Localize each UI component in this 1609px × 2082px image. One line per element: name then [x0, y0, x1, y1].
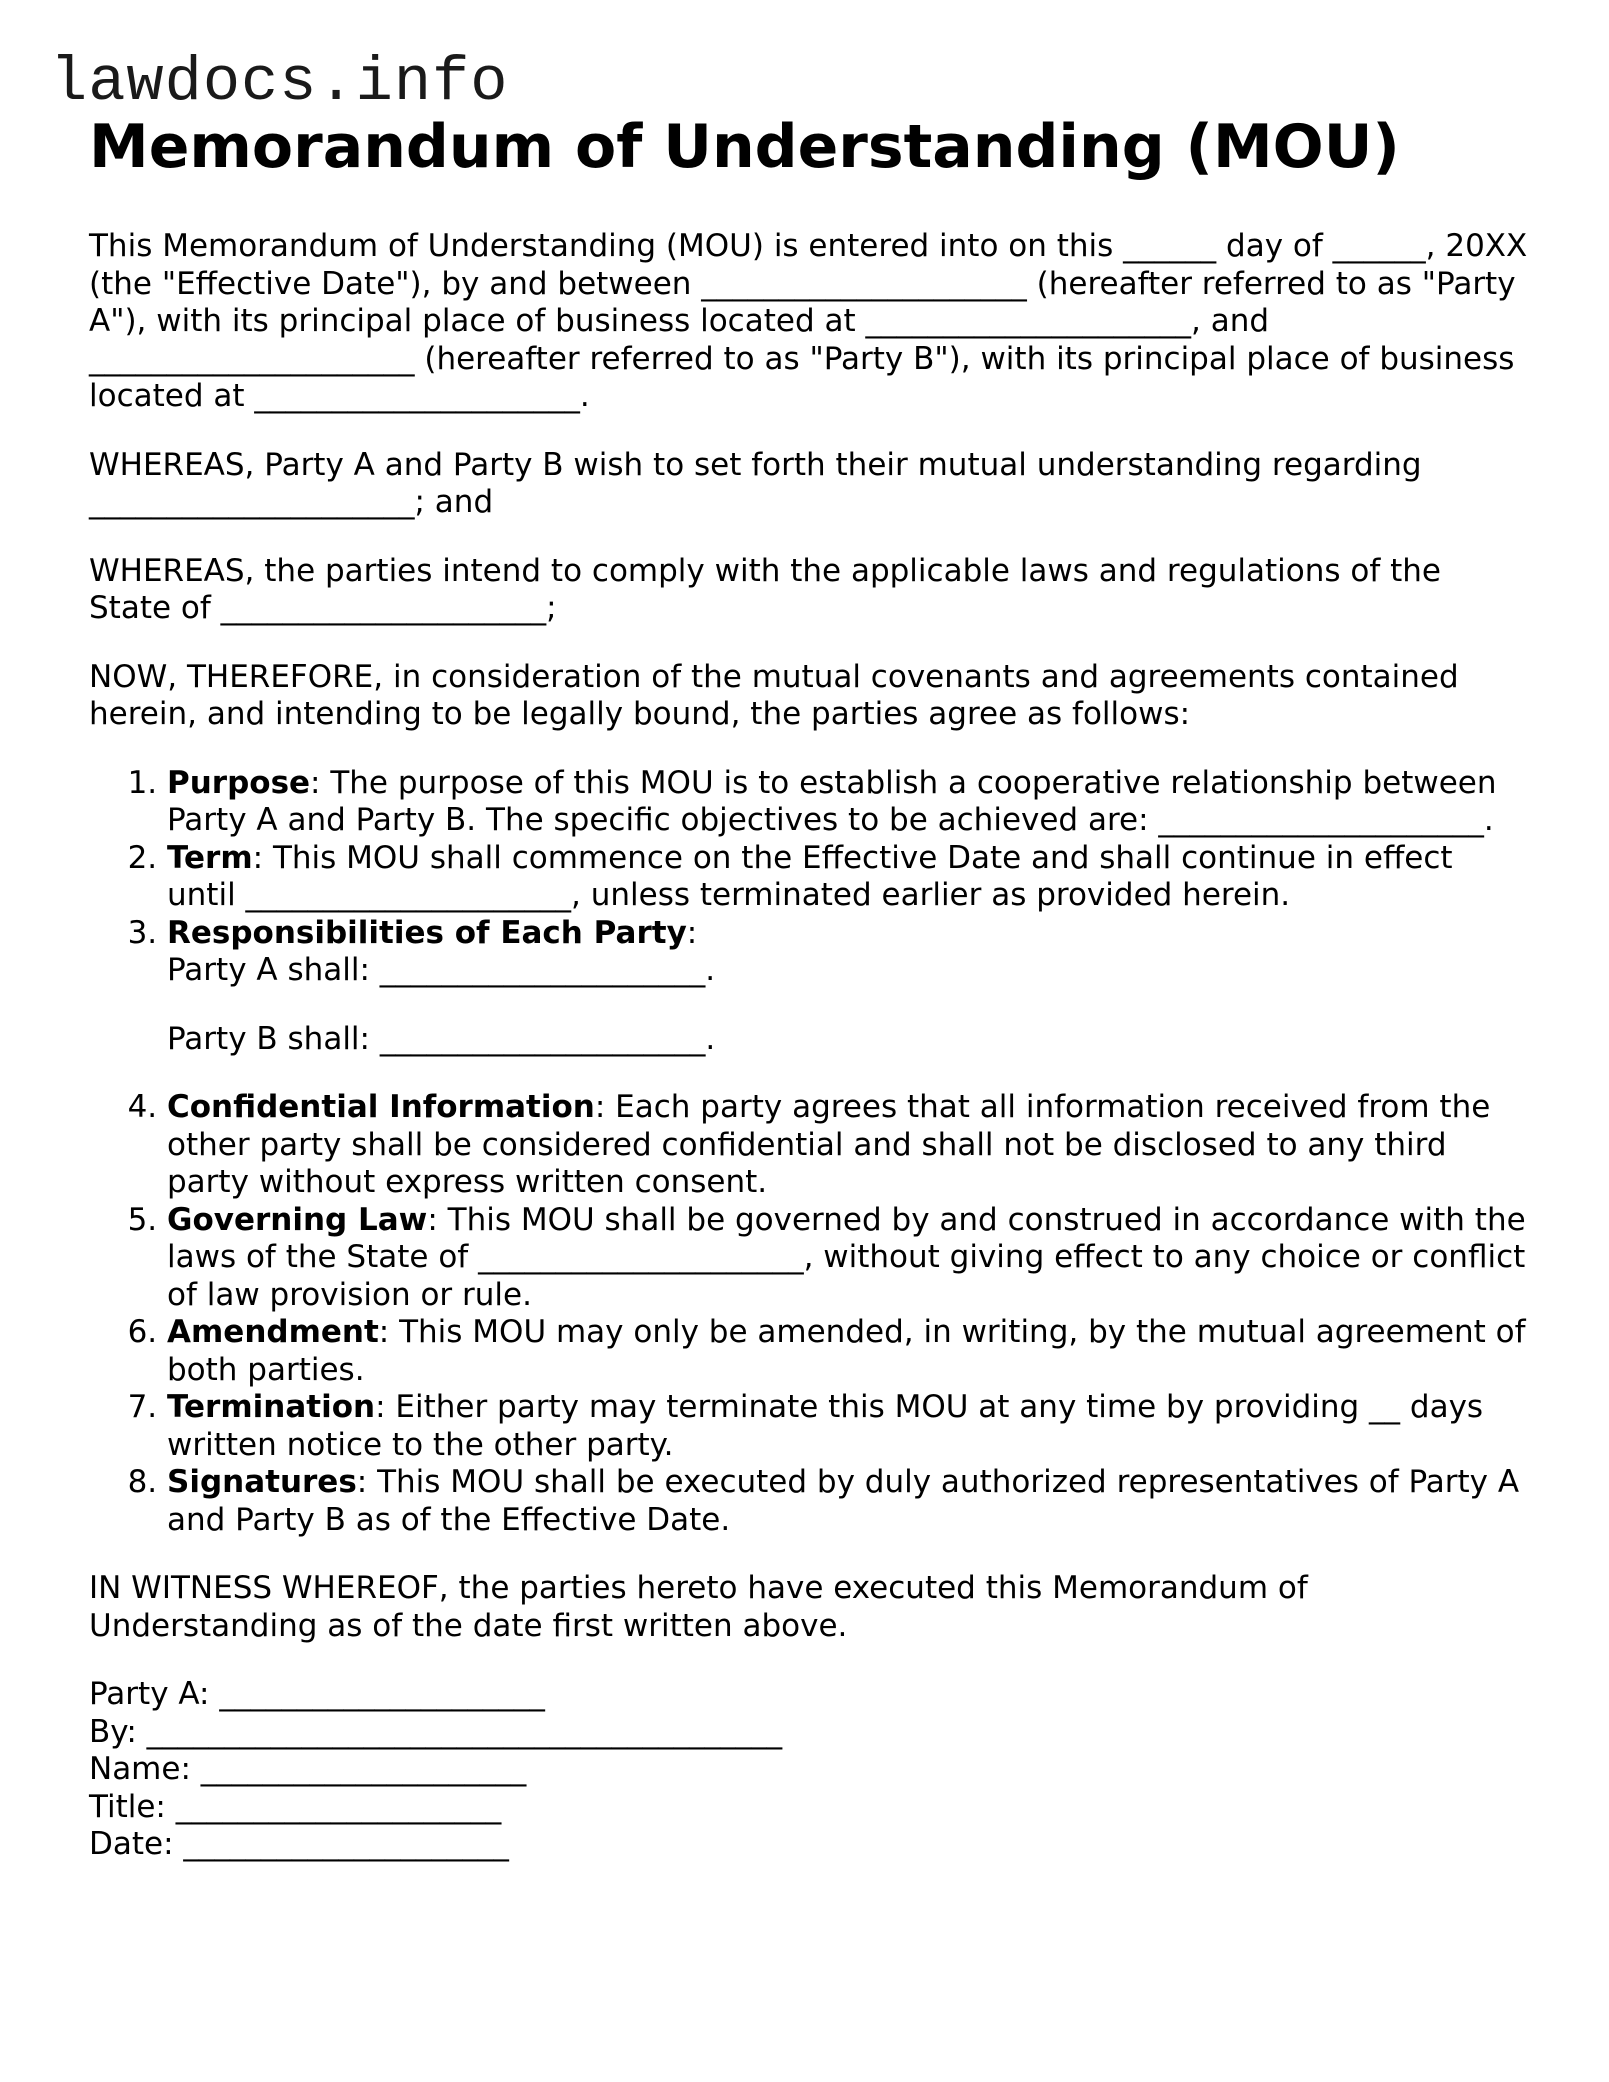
signature-title-line: Title: _____________________ — [89, 1788, 502, 1825]
clause-text: : This MOU shall commence on the Effective Date and shall continue in effect until _____________________, unless terminated earlier as provided herein. — [167, 839, 1453, 913]
clause-amendment — [167, 1314, 1529, 1389]
signature-by-line: By: _________________________________________ — [89, 1713, 783, 1750]
signature-party-line: Party A: _____________________ — [89, 1676, 545, 1712]
clause-heading: Termination — [167, 1389, 376, 1425]
clause-heading: Governing Law — [167, 1201, 428, 1238]
clause-text: : This MOU shall be executed by duly authorized representatives of Party A and Party B as of the Effective Date. — [167, 1464, 1520, 1538]
clause-text: : — [686, 914, 698, 951]
now-therefore-paragraph: NOW, THEREFORE, in consideration of the mutual covenants and agreements contained herein, and intending to be legally bound, the parties agree as follows: — [89, 658, 1459, 732]
site-brand: lawdocs.info — [50, 47, 509, 118]
whereas-paragraph-2: WHEREAS, the parties intend to comply with the applicable laws and regulations of the State of _____________________; — [89, 552, 1441, 626]
clause-responsibilities — [167, 915, 1529, 1059]
clause-heading: Confidential Information — [167, 1089, 595, 1125]
clause-heading: Signatures — [167, 1464, 357, 1500]
clause-list — [89, 765, 1529, 1540]
clause-signatures — [167, 1464, 1529, 1539]
clause-confidential-information — [167, 1089, 1529, 1202]
whereas-paragraph-1: WHEREAS, Party A and Party B wish to set forth their mutual understanding regarding _____________________; and — [89, 446, 1422, 520]
party-a-responsibility: Party A shall: _____________________. — [167, 952, 716, 988]
clause-purpose — [167, 765, 1529, 840]
signature-name-line: Name: _____________________ — [89, 1751, 527, 1787]
document-body — [89, 228, 1529, 1864]
signature-block — [89, 1676, 1529, 1864]
clause-governing-law — [167, 1202, 1529, 1315]
clause-heading: Term — [167, 839, 253, 876]
witness-paragraph: IN WITNESS WHEREOF, the parties hereto have executed this Memorandum of Understanding as of the date first written above. — [89, 1570, 1308, 1644]
clause-text: : This MOU shall be governed by and construed in accordance with the laws of the State of _____________________, without giving effect to any choice or conflict of law provision or rule. — [167, 1201, 1526, 1313]
clause-text: : This MOU may only be amended, in writing, by the mutual agreement of both parties. — [167, 1314, 1526, 1388]
intro-paragraph: This Memorandum of Understanding (MOU) is entered into on this ______ day of ______, 20XX (the "Effective Date"), by and between _____________________ (hereafter referred to as "Party A"), with its principal place of business located at _____________________, and _____________________ (hereafter referred to as "Party B"), with its principal place of business located at _____________________. — [89, 228, 1528, 414]
clause-text: : Either party may terminate this MOU at any time by providing __ days written notice to the other party. — [167, 1389, 1484, 1463]
clause-text: : Each party agrees that all information received from the other party shall be considered confidential and shall not be disclosed to any third party without express written consent. — [167, 1089, 1491, 1200]
clause-heading: Amendment — [167, 1314, 379, 1350]
clause-heading: Purpose — [167, 764, 311, 801]
clause-termination — [167, 1389, 1529, 1464]
clause-heading: Responsibilities of Each Party — [167, 914, 687, 951]
document-title: Memorandum of Understanding (MOU) — [89, 112, 1400, 182]
clause-term — [167, 840, 1529, 915]
party-b-responsibility: Party B shall: _____________________. — [167, 1020, 716, 1057]
clause-text: : The purpose of this MOU is to establish a cooperative relationship between Party A and Party B. The specific objectives to be achieved are: _____________________. — [167, 764, 1497, 838]
signature-date-line: Date: _____________________ — [89, 1826, 509, 1862]
